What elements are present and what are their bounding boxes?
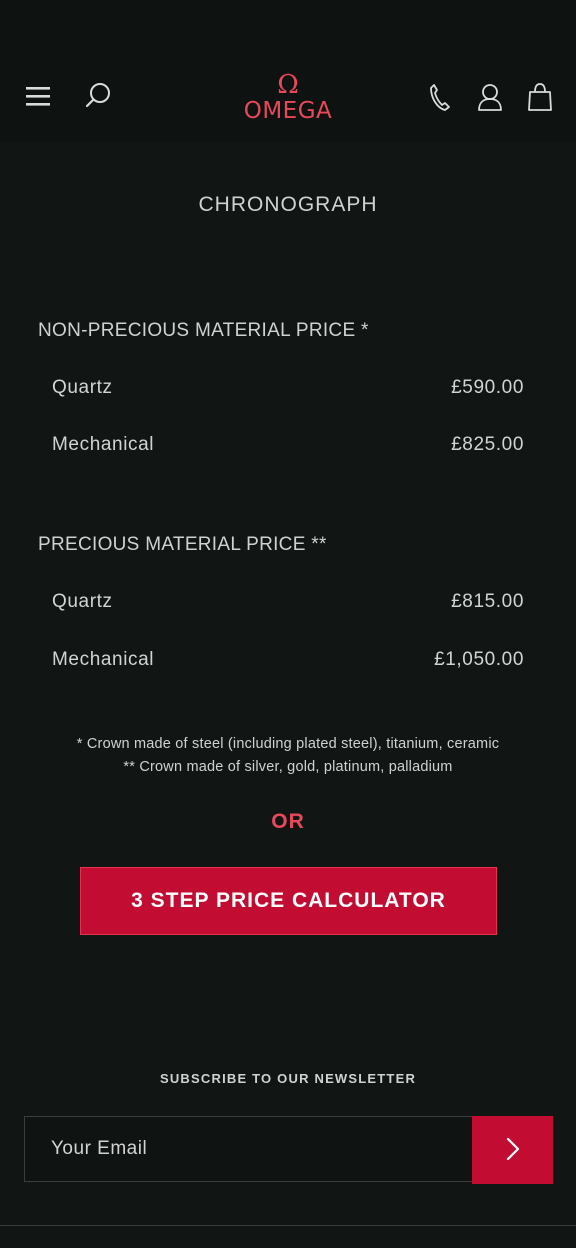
precious-section-title: PRECIOUS MATERIAL PRICE ** — [38, 534, 327, 555]
price-row-value: £1,050.00 — [434, 649, 524, 670]
price-row-label: Quartz — [52, 591, 113, 612]
logo-symbol: Ω — [277, 70, 299, 100]
price-row-label: Mechanical — [52, 434, 155, 455]
or-separator: OR — [271, 810, 305, 833]
menu-icon[interactable] — [22, 80, 54, 112]
price-row-value: £590.00 — [451, 377, 524, 398]
price-row — [52, 434, 524, 464]
non-precious-section-title: NON-PRECIOUS MATERIAL PRICE * — [38, 320, 369, 341]
price-row-label: Mechanical — [52, 649, 155, 670]
footnotes — [0, 733, 576, 779]
price-row-value: £825.00 — [451, 434, 524, 455]
page-title: CHRONOGRAPH — [198, 193, 378, 216]
price-row — [52, 377, 524, 407]
search-icon[interactable] — [82, 80, 114, 112]
price-calculator-button[interactable]: 3 STEP PRICE CALCULATOR — [80, 867, 497, 935]
footer-divider — [0, 1225, 576, 1226]
account-icon[interactable] — [474, 80, 506, 114]
price-row — [52, 591, 524, 621]
logo-text: OMEGA — [243, 98, 333, 124]
price-row — [52, 649, 524, 679]
footnote-precious: ** Crown made of silver, gold, platinum, palladium — [123, 759, 453, 775]
price-row-value: £815.00 — [451, 591, 524, 612]
omega-logo[interactable] — [228, 72, 348, 126]
header — [0, 0, 576, 142]
phone-icon[interactable] — [424, 80, 454, 114]
footnote-steel: * Crown made of steel (including plated steel), titanium, ceramic — [76, 736, 500, 752]
chevron-right-icon — [505, 1136, 521, 1165]
price-row-label: Quartz — [52, 377, 113, 398]
email-field[interactable] — [24, 1116, 472, 1182]
bag-icon[interactable] — [524, 80, 556, 114]
newsletter-title: SUBSCRIBE TO OUR NEWSLETTER — [159, 1071, 417, 1086]
newsletter-submit-button[interactable] — [472, 1116, 553, 1184]
